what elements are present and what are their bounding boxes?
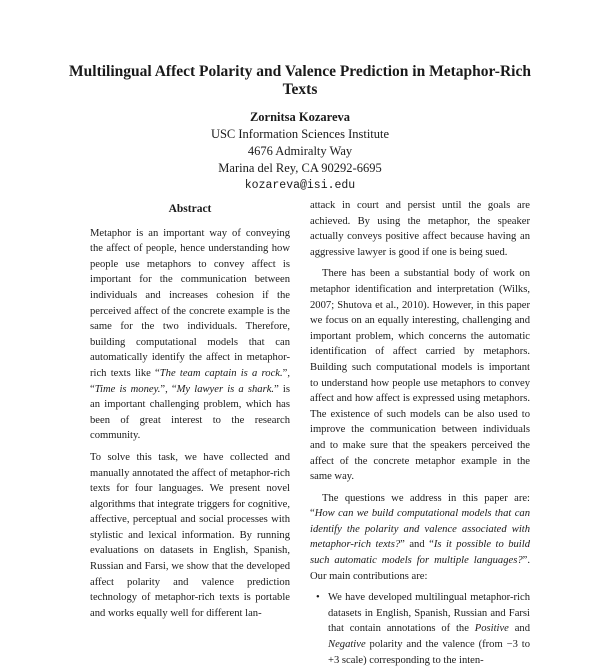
abstract-p1-text-d: ” is an important challenging problem, which has been of great interest to the research community.	[90, 383, 290, 442]
author-block	[100, 109, 500, 194]
research-question-1: How can we build computational models that can identify the polarity and valence associated with metaphor-rich texts?	[310, 508, 530, 551]
abstract-paragraph-2: To solve this task, we have collected and manually annotated the affect of metaphor-rich texts for four languages. We present novel algorithms that integrate triggers for cognitive, affective, perceptual and social processes with stylistic and lexical information. By running evaluations on datasets in English, Spanish, Russian and Farsi, we show that the developed affect polarity and valence prediction technology of metaphor-rich texts is portable and works equally well for different lan-	[90, 451, 290, 619]
body-paragraph-2: There has been a substantial body of work on metaphor identification and interpretation (Wilks, 2007; Shutova et al., 2010). However, in this paper we focus on an equally interesting, challenging and important problem, which concerns the automatic identification of affect carried by metaphors. Building such computational models is important to understand how people use metaphors to convey affect and how affect is expressed using metaphors. The existence of such models can be also used to improve the communication between individuals and to make sure that the speakers perceived the affect of the concrete metaphor example in the same way.	[310, 268, 530, 483]
abstract-example-1: The team captain is a rock.	[159, 367, 283, 379]
bullet1-text-a: We have developed multilingual metaphor-rich datasets in English, Spanish, Russian and Farsi that contain annotations of the	[328, 592, 530, 635]
author-email: kozareva@isi.edu	[244, 179, 356, 192]
positive-label: Positive	[474, 623, 509, 635]
affiliation: USC Information Sciences Institute	[210, 127, 390, 141]
abstract-example-3: My lawyer is a shark.	[176, 383, 275, 395]
research-question-2: Is it possible to build such automatic models for multiple languages?	[310, 539, 530, 567]
left-column	[90, 202, 290, 627]
street-address: 4676 Admiralty Way	[247, 144, 353, 158]
body-paragraph-3	[310, 491, 530, 585]
abstract-example-2: Time is money.	[94, 383, 161, 395]
contributions-list	[310, 590, 530, 668]
body-p3-text-a: The questions we address in this paper are: “	[310, 492, 530, 520]
negative-label: Negative	[328, 639, 366, 651]
abstract-p1-text-c: ”, “	[160, 383, 177, 395]
bullet1-text-c: polarity and the valence (from −3 to +3 scale) corresponding to the inten-	[328, 639, 530, 666]
right-column	[310, 198, 530, 668]
city-address: Marina del Rey, CA 90292-6695	[218, 161, 382, 175]
contribution-item	[328, 590, 530, 668]
abstract-paragraph-1	[90, 226, 290, 444]
abstract-heading: Abstract	[168, 203, 212, 215]
abstract-p1-text-a: Metaphor is an important way of conveying the affect of people, hence understanding how people use metaphors to convey affect is important for the communication between individuals and increases cohesion if the perceived affect of the concrete example is the same for the two individuals. Therefore, building computational models that can automatically identify the affect in metaphor-rich texts like “	[90, 227, 290, 379]
abstract-p1-text-b: ”, “	[90, 367, 290, 395]
author-name: Zornitsa Kozareva	[249, 110, 351, 124]
paper-title: Multilingual Affect Polarity and Valence Prediction in Metaphor-Rich Texts	[69, 63, 531, 98]
body-p3-text-c: ”. Our main contributions are:	[310, 555, 530, 582]
body-paragraph-1: attack in court and persist until the goals are achieved. By using the metaphor, the speaker actually conveys positive affect because having an aggressive lawyer is good if one is being sued.	[310, 200, 530, 258]
body-p3-text-b: ” and “	[400, 539, 434, 551]
bullet1-text-b: and	[508, 623, 530, 635]
